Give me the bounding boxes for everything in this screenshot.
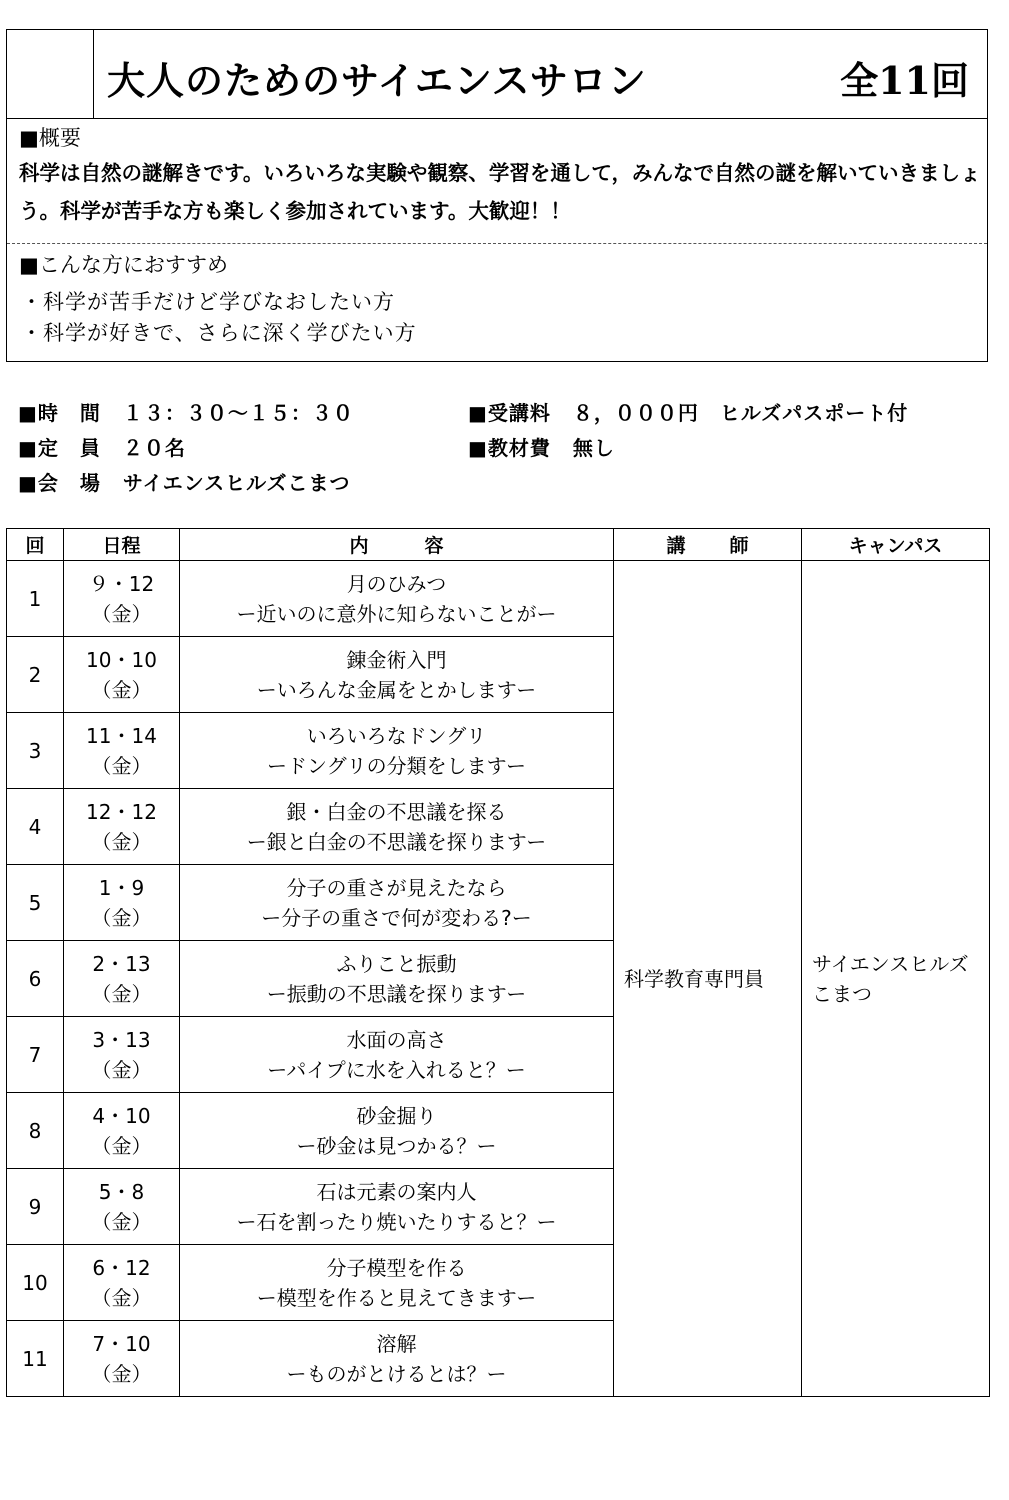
session-title: いろいろなドングリ	[306, 723, 487, 748]
table-header-row	[7, 529, 990, 561]
material-label: ■教材費	[468, 436, 551, 460]
detail-time	[18, 397, 354, 426]
instructor-cell	[614, 561, 802, 1397]
session-content-cell	[180, 1169, 614, 1245]
session-date-cell	[64, 561, 180, 637]
session-number: 3	[7, 713, 64, 789]
session-content-cell	[180, 713, 614, 789]
header-instructor-label: 講師	[666, 535, 793, 557]
header-content-label: 内容	[349, 535, 500, 557]
schedule-table	[6, 528, 990, 1397]
detail-fee	[468, 397, 908, 426]
session-subtitle: ー砂金は見つかる？ー	[296, 1133, 497, 1158]
session-date: 2・13	[92, 951, 151, 976]
header-campus: キャンパス	[802, 529, 990, 561]
venue-label: ■会 場	[18, 471, 101, 495]
session-number: 11	[7, 1321, 64, 1397]
divider	[7, 243, 987, 244]
session-date: 7・10	[92, 1331, 151, 1356]
session-number: 1	[7, 561, 64, 637]
session-title: 月のひみつ	[346, 571, 447, 596]
session-content-cell	[180, 1245, 614, 1321]
session-date-cell	[64, 865, 180, 941]
header-num: 回	[7, 529, 64, 561]
session-content-cell	[180, 1093, 614, 1169]
session-subtitle: ーものがとけるとは？ー	[286, 1361, 507, 1386]
session-title: ふりこと振動	[336, 951, 457, 976]
session-date-cell	[64, 1169, 180, 1245]
session-day: （金）	[91, 1057, 152, 1082]
session-number: 8	[7, 1093, 64, 1169]
session-date-cell	[64, 1093, 180, 1169]
fee-value: ８，０００円 ヒルズパスポート付	[572, 401, 909, 425]
session-day: （金）	[91, 1285, 152, 1310]
capacity-label: ■定 員	[18, 436, 101, 460]
session-number: 5	[7, 865, 64, 941]
session-title: 石は元素の案内人	[316, 1179, 477, 1204]
session-date: ９・12	[88, 571, 155, 596]
session-number: 2	[7, 637, 64, 713]
session-content-cell	[180, 561, 614, 637]
session-title: 溶解	[376, 1331, 417, 1356]
session-title: 銀・白金の不思議を探る	[286, 799, 507, 824]
session-day: （金）	[91, 981, 152, 1006]
session-date-cell	[64, 1017, 180, 1093]
detail-venue	[18, 467, 351, 496]
session-date: 12・12	[86, 799, 157, 824]
session-subtitle: ー振動の不思議を探りますー	[266, 981, 527, 1006]
session-title: 錬金術入門	[346, 647, 447, 672]
session-date-cell	[64, 1245, 180, 1321]
capacity-value: ２０名	[122, 436, 186, 460]
fee-label: ■受講料	[468, 401, 551, 425]
recommend-item: ・科学が苦手だけど学びなおしたい方	[21, 290, 395, 314]
recommend-item: ・科学が好きで、さらに深く学びたい方	[21, 321, 417, 345]
session-date-cell	[64, 941, 180, 1017]
title-row	[7, 30, 987, 119]
session-date: 5・8	[98, 1179, 145, 1204]
instructor: 科学教育専門員	[624, 966, 764, 991]
overview-label: ■概要	[19, 126, 81, 150]
session-content-cell	[180, 637, 614, 713]
detail-material	[468, 432, 615, 461]
session-content-cell	[180, 941, 614, 1017]
session-day: （金）	[91, 1361, 152, 1386]
session-count: 全11回	[840, 58, 969, 103]
session-subtitle: ー銀と白金の不思議を探りますー	[246, 829, 547, 854]
session-subtitle: ーパイプに水を入れると？ー	[267, 1057, 526, 1082]
session-subtitle: ードングリの分類をしますー	[267, 753, 526, 778]
session-day: （金）	[91, 677, 152, 702]
session-day: （金）	[91, 1209, 152, 1234]
session-day: （金）	[91, 601, 152, 626]
session-content-cell	[180, 789, 614, 865]
session-day: （金）	[91, 753, 152, 778]
recommend-list	[21, 287, 417, 349]
header-date: 日程	[64, 529, 180, 561]
page-title: 大人のためのサイエンスサロン	[107, 58, 647, 103]
info-box	[6, 29, 988, 362]
session-subtitle: ー石を割ったり焼いたりすると？ー	[236, 1209, 557, 1234]
venue-value: サイエンスヒルズこまつ	[122, 471, 351, 495]
session-number: 9	[7, 1169, 64, 1245]
session-number: 10	[7, 1245, 64, 1321]
session-date: 10・10	[86, 647, 157, 672]
session-date-cell	[64, 1321, 180, 1397]
header-content	[180, 529, 614, 561]
session-subtitle: ー分子の重さで何が変わる?ー	[261, 905, 532, 930]
session-title: 分子の重さが見えたなら	[286, 875, 507, 900]
time-value: １３：３０～１５：３０	[122, 401, 354, 425]
session-content-cell	[180, 1321, 614, 1397]
campus: サイエンスヒルズ こまつ	[812, 951, 969, 1006]
session-date: 3・13	[92, 1027, 151, 1052]
session-date-cell	[64, 713, 180, 789]
session-number: 4	[7, 789, 64, 865]
session-date: 11・14	[86, 723, 157, 748]
session-date-cell	[64, 637, 180, 713]
overview-text: 科学は自然の謎解きです。いろいろな実験や観察、学習を通して，みんなで自然の謎を解いていきましょう。科学が苦手な方も楽しく参加されています。大歓迎！！	[19, 161, 981, 223]
session-date-cell	[64, 789, 180, 865]
header-instructor	[614, 529, 802, 561]
time-label: ■時 間	[18, 401, 101, 425]
session-title: 分子模型を作る	[326, 1255, 467, 1280]
session-date: 4・10	[92, 1103, 151, 1128]
session-number: 6	[7, 941, 64, 1017]
session-content-cell	[180, 1017, 614, 1093]
session-number: 7	[7, 1017, 64, 1093]
course-details	[18, 397, 978, 497]
session-day: （金）	[91, 829, 152, 854]
session-day: （金）	[91, 1133, 152, 1158]
session-title: 水面の高さ	[346, 1027, 447, 1052]
table-row	[7, 561, 990, 637]
material-value: 無し	[572, 436, 615, 460]
session-content-cell	[180, 865, 614, 941]
detail-capacity	[18, 432, 186, 461]
schedule-body	[7, 561, 990, 1397]
session-subtitle: ーいろんな金属をとかしますー	[256, 677, 537, 702]
session-day: （金）	[91, 905, 152, 930]
session-date: 6・12	[92, 1255, 151, 1280]
title-blank-cell	[7, 30, 94, 118]
recommend-label: ■こんな方におすすめ	[19, 253, 229, 277]
session-date: 1・9	[98, 875, 145, 900]
campus-cell	[802, 561, 990, 1397]
session-subtitle: ー模型を作ると見えてきますー	[256, 1285, 537, 1310]
session-subtitle: ー近いのに意外に知らないことがー	[236, 601, 557, 626]
session-title: 砂金掘り	[356, 1103, 437, 1128]
